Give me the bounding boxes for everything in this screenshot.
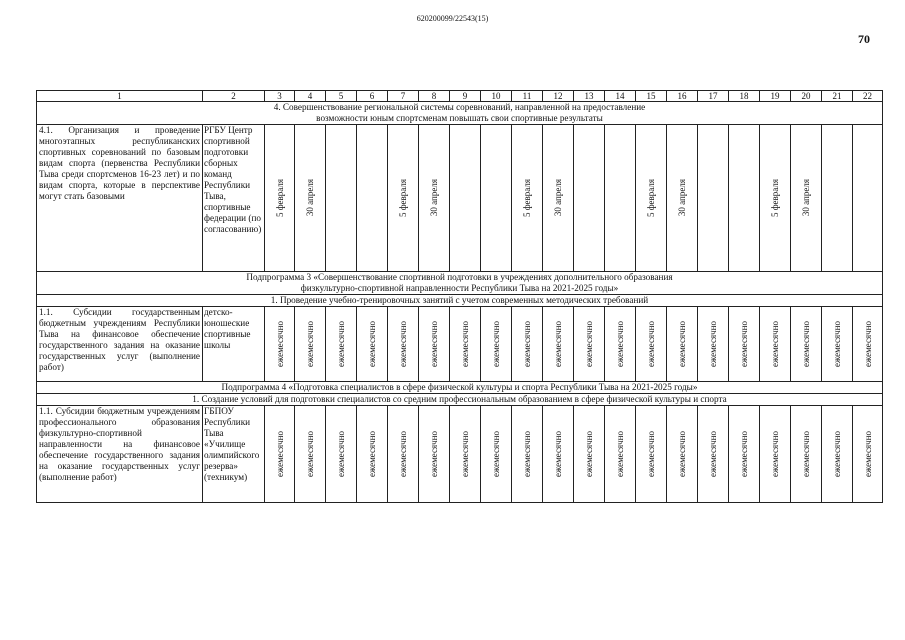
schedule-cell [574,406,605,503]
schedule-date-cell-text: 30 апреля [305,179,315,217]
schedule-cell-text: ежемесячно [398,431,408,477]
schedule-cell-text: ежемесячно [739,321,749,367]
schedule-date-cell-text: 5 февраля [522,178,532,218]
schedule-cell [543,307,574,382]
empty-cell [605,125,636,272]
schedule-cell [605,307,636,382]
section-row [37,295,883,307]
schedule-date-cell [265,125,295,272]
schedule-cell [295,406,326,503]
schedule-cell-text: ежемесячно [801,321,811,367]
schedule-cell [419,307,450,382]
section-title-line: 1. Создание условий для подготовки специалистов со средним профессиональным образованием в сфере физической культуры и спорта [37,394,883,406]
schedule-cell [822,406,853,503]
column-number-10: 10 [481,91,512,102]
schedule-date-cell-text: 5 февраля [398,178,408,218]
schedule-date-cell-text: 30 апреля [553,179,563,217]
schedule-cell-text: ежемесячно [770,321,780,367]
column-number-12: 12 [543,91,574,102]
executor-cell: ГБПОУ Республики Тыва «Училище олимпийского резерва» (техникум) [203,406,265,503]
schedule-cell [265,307,295,382]
schedule-cell [605,406,636,503]
schedule-cell-text: ежемесячно [491,321,501,367]
column-number-3: 3 [265,91,295,102]
executor-cell: детско-юношеские спортивные школы [203,307,265,382]
schedule-cell-text: ежемесячно [770,431,780,477]
schedule-cell-text: ежемесячно [646,321,656,367]
schedule-cell [388,406,419,503]
schedule-cell [481,307,512,382]
schedule-date-cell-text: 30 апреля [801,179,811,217]
schedule-cell-text: ежемесячно [522,321,532,367]
schedule-cell [667,406,698,503]
schedule-cell [760,307,791,382]
document-code: 620200099/22543(15) [416,14,489,23]
schedule-cell [357,307,388,382]
column-number-5: 5 [326,91,357,102]
empty-cell [822,125,853,272]
column-number-20: 20 [791,91,822,102]
column-number-6: 6 [357,91,388,102]
schedule-cell-text: ежемесячно [367,431,377,477]
schedule-cell [481,406,512,503]
schedule-cell [636,406,667,503]
schedule-date-cell [295,125,326,272]
column-number-1: 1 [37,91,203,102]
schedule-cell [698,406,729,503]
subprogram-title-line: Подпрограмма 4 «Подготовка специалистов в сфере физической культуры и спорта Республики Тыва на 2021-2025 годы» [37,382,883,394]
schedule-cell-text: ежемесячно [832,321,842,367]
plan-table [36,90,883,503]
schedule-cell-text: ежемесячно [584,431,594,477]
section-row [37,102,883,125]
column-number-17: 17 [698,91,729,102]
column-number-15: 15 [636,91,667,102]
schedule-cell-text: ежемесячно [522,431,532,477]
schedule-cell-text: ежемесячно [398,321,408,367]
schedule-cell [450,406,481,503]
schedule-cell [698,307,729,382]
schedule-cell-text: ежемесячно [553,321,563,367]
schedule-cell-text: ежемесячно [862,321,873,367]
schedule-cell [729,406,760,503]
schedule-cell-text: ежемесячно [305,431,315,477]
schedule-date-cell [419,125,450,272]
schedule-cell [760,406,791,503]
measure-description: 1.1. Субсидии государственным бюджетным учреждениям Республики Тыва на финансовое обеспечение государственного задания на оказание государственных услуг (выполнение работ) [37,307,203,382]
schedule-cell-text: ежемесячно [460,431,470,477]
schedule-cell-text: ежемесячно [862,431,873,477]
schedule-cell-text: ежемесячно [708,431,718,477]
executor-cell: РГБУ Центр спортивной подготовки сборных команд Республики Тыва, спортивные федерации (по согласованию) [203,125,265,272]
schedule-cell-text: ежемесячно [336,431,346,477]
schedule-cell-text: ежемесячно [739,431,749,477]
schedule-cell [636,307,667,382]
schedule-date-cell [636,125,667,272]
schedule-date-cell-text: 30 апреля [677,179,687,217]
schedule-cell-text: ежемесячно [367,321,377,367]
empty-cell [481,125,512,272]
column-number-21: 21 [822,91,853,102]
schedule-cell [853,406,883,503]
column-number-19: 19 [760,91,791,102]
schedule-date-cell [512,125,543,272]
schedule-cell-text: ежемесячно [677,321,687,367]
column-number-8: 8 [419,91,450,102]
subprogram-row [37,382,883,394]
empty-cell [853,125,883,272]
schedule-cell-text: ежемесячно [584,321,594,367]
schedule-cell-text: ежемесячно [429,321,439,367]
schedule-cell-text: ежемесячно [274,431,285,477]
schedule-cell-text: ежемесячно [615,321,625,367]
page-number: 70 [858,32,870,46]
empty-cell [357,125,388,272]
schedule-cell [419,406,450,503]
schedule-date-cell [388,125,419,272]
column-number-7: 7 [388,91,419,102]
schedule-cell-text: ежемесячно [677,431,687,477]
column-number-18: 18 [729,91,760,102]
table-row [37,406,883,503]
schedule-cell [512,406,543,503]
schedule-cell [543,406,574,503]
schedule-date-cell-text: 5 февраля [646,178,656,218]
schedule-cell [357,406,388,503]
table-row [37,125,883,272]
section-title-line: 1. Проведение учебно-тренировочных занятий с учетом современных методических требований [37,295,883,307]
schedule-cell [450,307,481,382]
table-row [37,307,883,382]
column-number-11: 11 [512,91,543,102]
schedule-cell-text: ежемесячно [491,431,501,477]
empty-cell [574,125,605,272]
section-row [37,394,883,406]
schedule-cell-text: ежемесячно [646,431,656,477]
schedule-cell [729,307,760,382]
schedule-cell [512,307,543,382]
column-number-9: 9 [450,91,481,102]
subprogram-title-line: Подпрограмма 3 «Совершенствование спортивной подготовки в учреждениях дополнительного образования [246,272,673,282]
schedule-date-cell [760,125,791,272]
schedule-cell-text: ежемесячно [429,431,439,477]
section-title-line: возможности юным спортсменам повышать свои спортивные результаты [316,113,603,123]
empty-cell [326,125,357,272]
schedule-date-cell-text: 5 февраля [274,178,285,218]
schedule-cell [295,307,326,382]
schedule-cell [791,307,822,382]
measure-description: 4.1. Организация и проведение многоэтапных республиканских спортивных соревнований по базовым видам спорта (первенства Республики Тыва среди спортсменов 16-23 лет) и по видам спорта, которые в перспективе могут стать базовыми [37,125,203,272]
column-number-13: 13 [574,91,605,102]
schedule-cell-text: ежемесячно [553,431,563,477]
schedule-date-cell-text: 30 апреля [429,179,439,217]
schedule-cell-text: ежемесячно [801,431,811,477]
section-title-line: 4. Совершенствование региональной системы соревнований, направленной на предоставление [273,102,646,112]
schedule-cell [326,307,357,382]
schedule-cell-text: ежемесячно [708,321,718,367]
schedule-date-cell [791,125,822,272]
empty-cell [698,125,729,272]
schedule-cell-text: ежемесячно [305,321,315,367]
schedule-cell-text: ежемесячно [832,431,842,477]
schedule-cell-text: ежемесячно [615,431,625,477]
empty-cell [729,125,760,272]
column-number-4: 4 [295,91,326,102]
schedule-cell [326,406,357,503]
schedule-date-cell [667,125,698,272]
schedule-date-cell-text: 5 февраля [770,178,780,218]
schedule-cell [667,307,698,382]
schedule-cell-text: ежемесячно [274,321,285,367]
schedule-cell [853,307,883,382]
schedule-cell [265,406,295,503]
subprogram-row [37,272,883,295]
column-number-14: 14 [605,91,636,102]
schedule-cell [822,307,853,382]
schedule-cell [388,307,419,382]
schedule-cell [574,307,605,382]
schedule-cell-text: ежемесячно [460,321,470,367]
schedule-date-cell [543,125,574,272]
column-number-2: 2 [203,91,265,102]
column-number-22: 22 [853,91,883,102]
schedule-cell [791,406,822,503]
column-number-16: 16 [667,91,698,102]
schedule-cell-text: ежемесячно [336,321,346,367]
measure-description: 1.1. Субсидии бюджетным учреждениям профессионального образования физкультурно-спортивной направленности на финансовое обеспечение государственного задания на оказание государственных услуг (выполнение работ) [37,406,203,503]
header-row [37,91,883,102]
subprogram-title-line: физкультурно-спортивной направленности Республики Тыва на 2021-2025 годы» [300,283,619,293]
empty-cell [450,125,481,272]
